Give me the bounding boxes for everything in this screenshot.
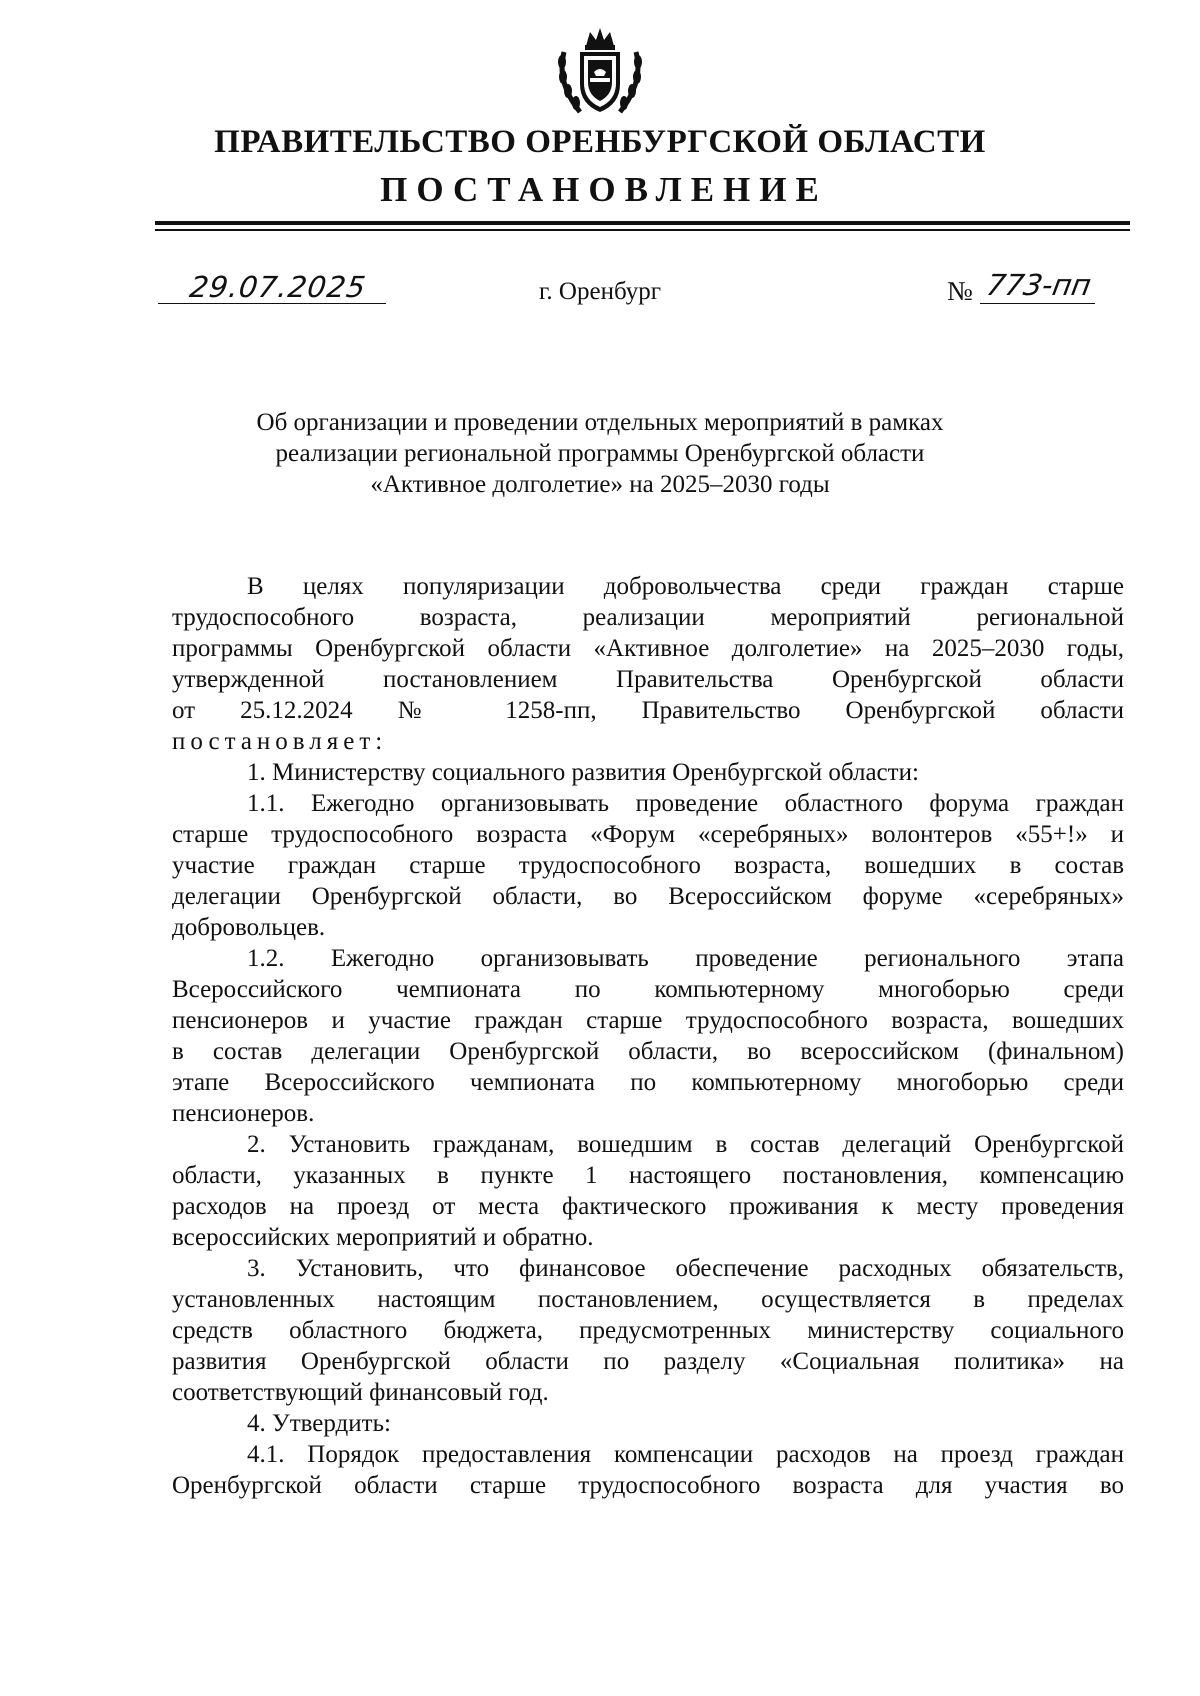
- body-line: Всероссийского чемпионата по компьютерному многоборью среди: [172, 976, 1124, 1003]
- body-line: в состав делегации Оренбургской области, во всероссийском (финальном): [172, 1038, 1124, 1065]
- body-line: В целях популяризации добровольчества среди граждан старше: [247, 573, 1124, 600]
- document-body: [172, 571, 1124, 1501]
- body-line: области, указанных в пункте 1 настоящего постановления, компенсацию: [172, 1162, 1124, 1189]
- body-line: утвержденной постановлением Правительства Оренбургской области: [172, 666, 1124, 693]
- body-line: 3. Установить, что финансовое обеспечение расходных обязательств,: [247, 1255, 1124, 1282]
- number-underline: [980, 303, 1095, 304]
- body-line: участие граждан старше трудоспособного возраста, вошедших в состав: [172, 852, 1124, 879]
- body-line: этапе Всероссийского чемпионата по компьютерному многоборью среди: [172, 1069, 1124, 1096]
- body-line: 1.1. Ежегодно организовывать проведение областного форума граждан: [247, 790, 1124, 817]
- body-line: программы Оренбургской области «Активное долголетие» на 2025–2030 годы,: [172, 635, 1124, 662]
- body-line: пенсионеров.: [172, 1100, 315, 1127]
- body-line: от 25.12.2024 № 1258-пп, Правительство Оренбургской области: [172, 697, 1124, 724]
- subject-line: реализации региональной программы Оренбургской области: [275, 440, 925, 467]
- body-line: старше трудоспособного возраста «Форум «серебряных» волонтеров «55+!» и: [172, 821, 1124, 848]
- body-line: 1. Министерству социального развития Оренбургской области:: [247, 759, 919, 786]
- body-line: средств областного бюджета, предусмотренных министерству социального: [172, 1317, 1124, 1344]
- body-line: расходов на проезд от места фактического проживания к месту проведения: [172, 1193, 1124, 1220]
- document-city: г. Оренбург: [539, 278, 661, 305]
- body-line: делегации Оренбургской области, во Всероссийском форуме «серебряных»: [172, 883, 1124, 910]
- body-line: развития Оренбургской области по разделу «Социальная политика» на: [172, 1348, 1124, 1375]
- document-type-title: ПОСТАНОВЛЕНИЕ: [380, 170, 828, 209]
- document-date: 29.07.2025: [187, 270, 369, 304]
- number-label: №: [947, 276, 973, 306]
- document-subject: [0, 407, 1200, 500]
- body-line: добровольцев.: [172, 914, 326, 941]
- body-line: 1.2. Ежегодно организовывать проведение регионального этапа: [247, 945, 1124, 972]
- body-line: 2. Установить гражданам, вошедшим в состав делегаций Оренбургской: [247, 1131, 1124, 1158]
- header-rule-thin: [155, 229, 1130, 231]
- body-line: пенсионеров и участие граждан старше трудоспособного возраста, вошедших: [172, 1007, 1124, 1034]
- body-line: установленных настоящим постановлением, осуществляется в пределах: [172, 1286, 1124, 1313]
- body-line: Оренбургской области старше трудоспособного возраста для участия во: [172, 1472, 1124, 1499]
- body-line: постановляет:: [172, 728, 388, 755]
- subject-line: Об организации и проведении отдельных мероприятий в рамках: [256, 409, 944, 436]
- body-line: 4. Утвердить:: [247, 1410, 391, 1437]
- organization-title: ПРАВИТЕЛЬСТВО ОРЕНБУРГСКОЙ ОБЛАСТИ: [214, 124, 986, 160]
- body-line: 4.1. Порядок предоставления компенсации расходов на проезд граждан: [247, 1441, 1124, 1468]
- body-line: всероссийских мероприятий и обратно.: [172, 1224, 594, 1251]
- coat-of-arms-icon: [550, 22, 650, 122]
- header-rule-thick: [155, 221, 1130, 225]
- body-line: трудоспособного возраста, реализации мероприятий региональной: [172, 604, 1124, 631]
- body-line: соответствующий финансовый год.: [172, 1379, 549, 1406]
- document-number: 773-пп: [984, 268, 1094, 302]
- subject-line: «Активное долголетие» на 2025–2030 годы: [370, 471, 830, 498]
